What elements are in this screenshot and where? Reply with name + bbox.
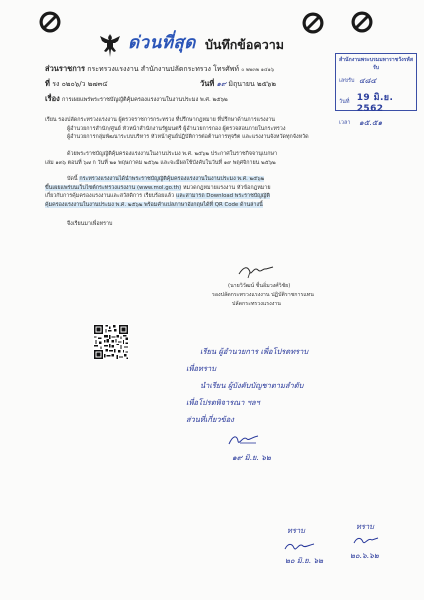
greeting-line: ผู้อำนวยการกลุ่มพัฒนาระบบบริหาร หัวหน้าศูนย์ปฏิบัติการต่อต้านการทุจริต และแรงงานจังหวัดทุกจังหวัด <box>67 134 309 141</box>
highlighted-text: กระทรวงแรงงานได้นำพระราชบัญญัติคุ้มครองแรงงานในงานประมง พ.ศ. ๒๕๖๒ <box>79 176 265 182</box>
ref-row <box>45 78 108 90</box>
highlighted-text: และสามารถ Download พระราชบัญญัติ <box>175 193 270 200</box>
date-label: วันที่ <box>200 79 215 88</box>
date-value: ๑๙ <box>216 80 227 88</box>
handwritten-note: เรียน ผู้อำนวยการ เพื่อโปรดทราบ <box>200 347 309 356</box>
subject-label: เรื่อง <box>45 94 60 103</box>
closing-line: จึงเรียนมาเพื่อทราบ <box>67 221 113 227</box>
handwritten-signature <box>283 538 317 554</box>
subject-row <box>45 93 228 105</box>
memo-title: บันทึกข้อความ <box>205 37 284 52</box>
handwritten-note: ส่วนที่เกี่ยวข้อง <box>186 415 234 424</box>
handwritten-note: นำเรียน ผู้บังคับบัญชาตามลำดับ <box>200 381 304 390</box>
ref-label: ที่ <box>45 79 50 88</box>
paragraph-2 <box>45 175 271 209</box>
garuda-emblem-icon <box>98 33 122 59</box>
urgent-stamp: ด่วนที่สุด <box>128 33 196 53</box>
agency-row <box>45 63 274 75</box>
receipt-org: สำนักงานพระบรมมหาราชวังรหัสรับ <box>338 57 414 71</box>
handwritten-date: ๒๐ มิ.ย. ๖๒ <box>285 556 324 565</box>
agency-phone: ๐ ๒๒๓๒ ๑๔๑๖ <box>241 67 275 73</box>
date-row <box>200 78 276 90</box>
greeting-line: ผู้อำนวยการสำนัก/ศูนย์ หัวหน้าสำนักงานรัฐมนตรี ผู้อำนวยการกอง ผู้ตรวจสอบภายในกระทรวง <box>67 125 286 132</box>
official-signature <box>236 262 276 280</box>
receipt-stamp <box>335 53 417 127</box>
receipt-date-label: วันที่ <box>339 99 350 105</box>
qr-code-icon <box>93 324 129 360</box>
no-entry-icon <box>301 11 325 35</box>
no-entry-icon <box>350 10 374 34</box>
paragraph-text: หมวดกฎหมายแรงงาน หัวข้อกฎหมาย <box>181 184 271 191</box>
signatory-position: รองปลัดกระทรวงแรงงาน ปฏิบัติราชการแทน <box>212 292 314 298</box>
handwritten-note: เพื่อทราบ <box>186 364 216 373</box>
receipt-date-value: 19 มิ.ย. 2562 <box>356 93 394 114</box>
paragraph-1 <box>45 150 277 167</box>
highlighted-text: คุ้มครองแรงงานในงานประมง พ.ศ. ๒๕๖๒ พร้อมคำแปลภาษาอังกฤษได้ที่ QR Code ด้านล่างนี้ <box>45 201 263 208</box>
no-entry-icon <box>38 10 62 34</box>
subject-value: การเผยแพร่พระราชบัญญัติคุ้มครองแรงงานในงานประมง พ.ศ. ๒๕๖๒ <box>62 97 228 103</box>
handwritten-signature <box>226 432 262 450</box>
paragraph-prefix: บัดนี้ <box>67 176 78 182</box>
handwritten-signature <box>352 533 380 547</box>
agency-label: ส่วนราชการ <box>45 64 86 73</box>
greeting-line: เรียน รองปลัดกระทรวงแรงงาน ผู้ตรวจราชการกระทรวง ที่ปรึกษากฎหมาย ที่ปรึกษาด้านการแรงงาน <box>45 117 275 123</box>
handwritten-note: เพื่อโปรดพิจารณา ฯลฯ <box>186 398 260 407</box>
receipt-number-label: เลขรับ <box>339 78 355 84</box>
handwritten-date: ๑๙ มิ.ย. ๖๒ <box>232 453 271 462</box>
handwritten-note: ทราบ <box>356 522 374 531</box>
receipt-time-value: ๑๕.๕๑ <box>359 118 383 127</box>
agency-value: กระทรวงแรงงาน สำนักงานปลัดกระทรวง โทรศัพท์ <box>87 65 239 73</box>
signatory-name: (นายวิวัฒน์ ชื่นอิ่มวงศ์วิชัย) <box>228 283 291 289</box>
signatory-position: ปลัดกระทรวงแรงงาน <box>232 301 281 307</box>
ref-value: รง ๐๒๐๖/ว ๒๗๓๔ <box>52 80 108 88</box>
receipt-time-label: เวลา <box>339 120 351 126</box>
paragraph-line: ด้วยพระราชบัญญัติคุ้มครองแรงงานในงานประมง พ.ศ. ๒๕๖๒ ประกาศในราชกิจจานุเบกษา <box>67 151 278 157</box>
handwritten-note: ทราบ <box>287 526 305 535</box>
paragraph-line: เล่ม ๑๓๖ ตอนที่ ๖๗ ก วันที่ ๒๑ พฤษภาคม ๒๕๖๒ และจะมีผลใช้บังคับในวันที่ ๑๙ พฤศจิกายน ๒๕๖๒ <box>45 159 276 166</box>
highlighted-text: ขึ้นเผยแพร่บนเว็บไซต์กระทรวงแรงงาน (www.mol.go.th) <box>45 184 182 191</box>
receipt-number-value: ๔๘๔ <box>359 76 377 85</box>
handwritten-date: ๒๐.๖.๖๒ <box>350 551 379 560</box>
paragraph-text: เกี่ยวกับการคุ้มครองแรงงานและสวัสดิการ เรียบร้อยแล้ว <box>45 193 175 200</box>
date-month: มิถุนายน ๒๕๖๒ <box>228 80 276 88</box>
greeting-block <box>45 116 309 142</box>
